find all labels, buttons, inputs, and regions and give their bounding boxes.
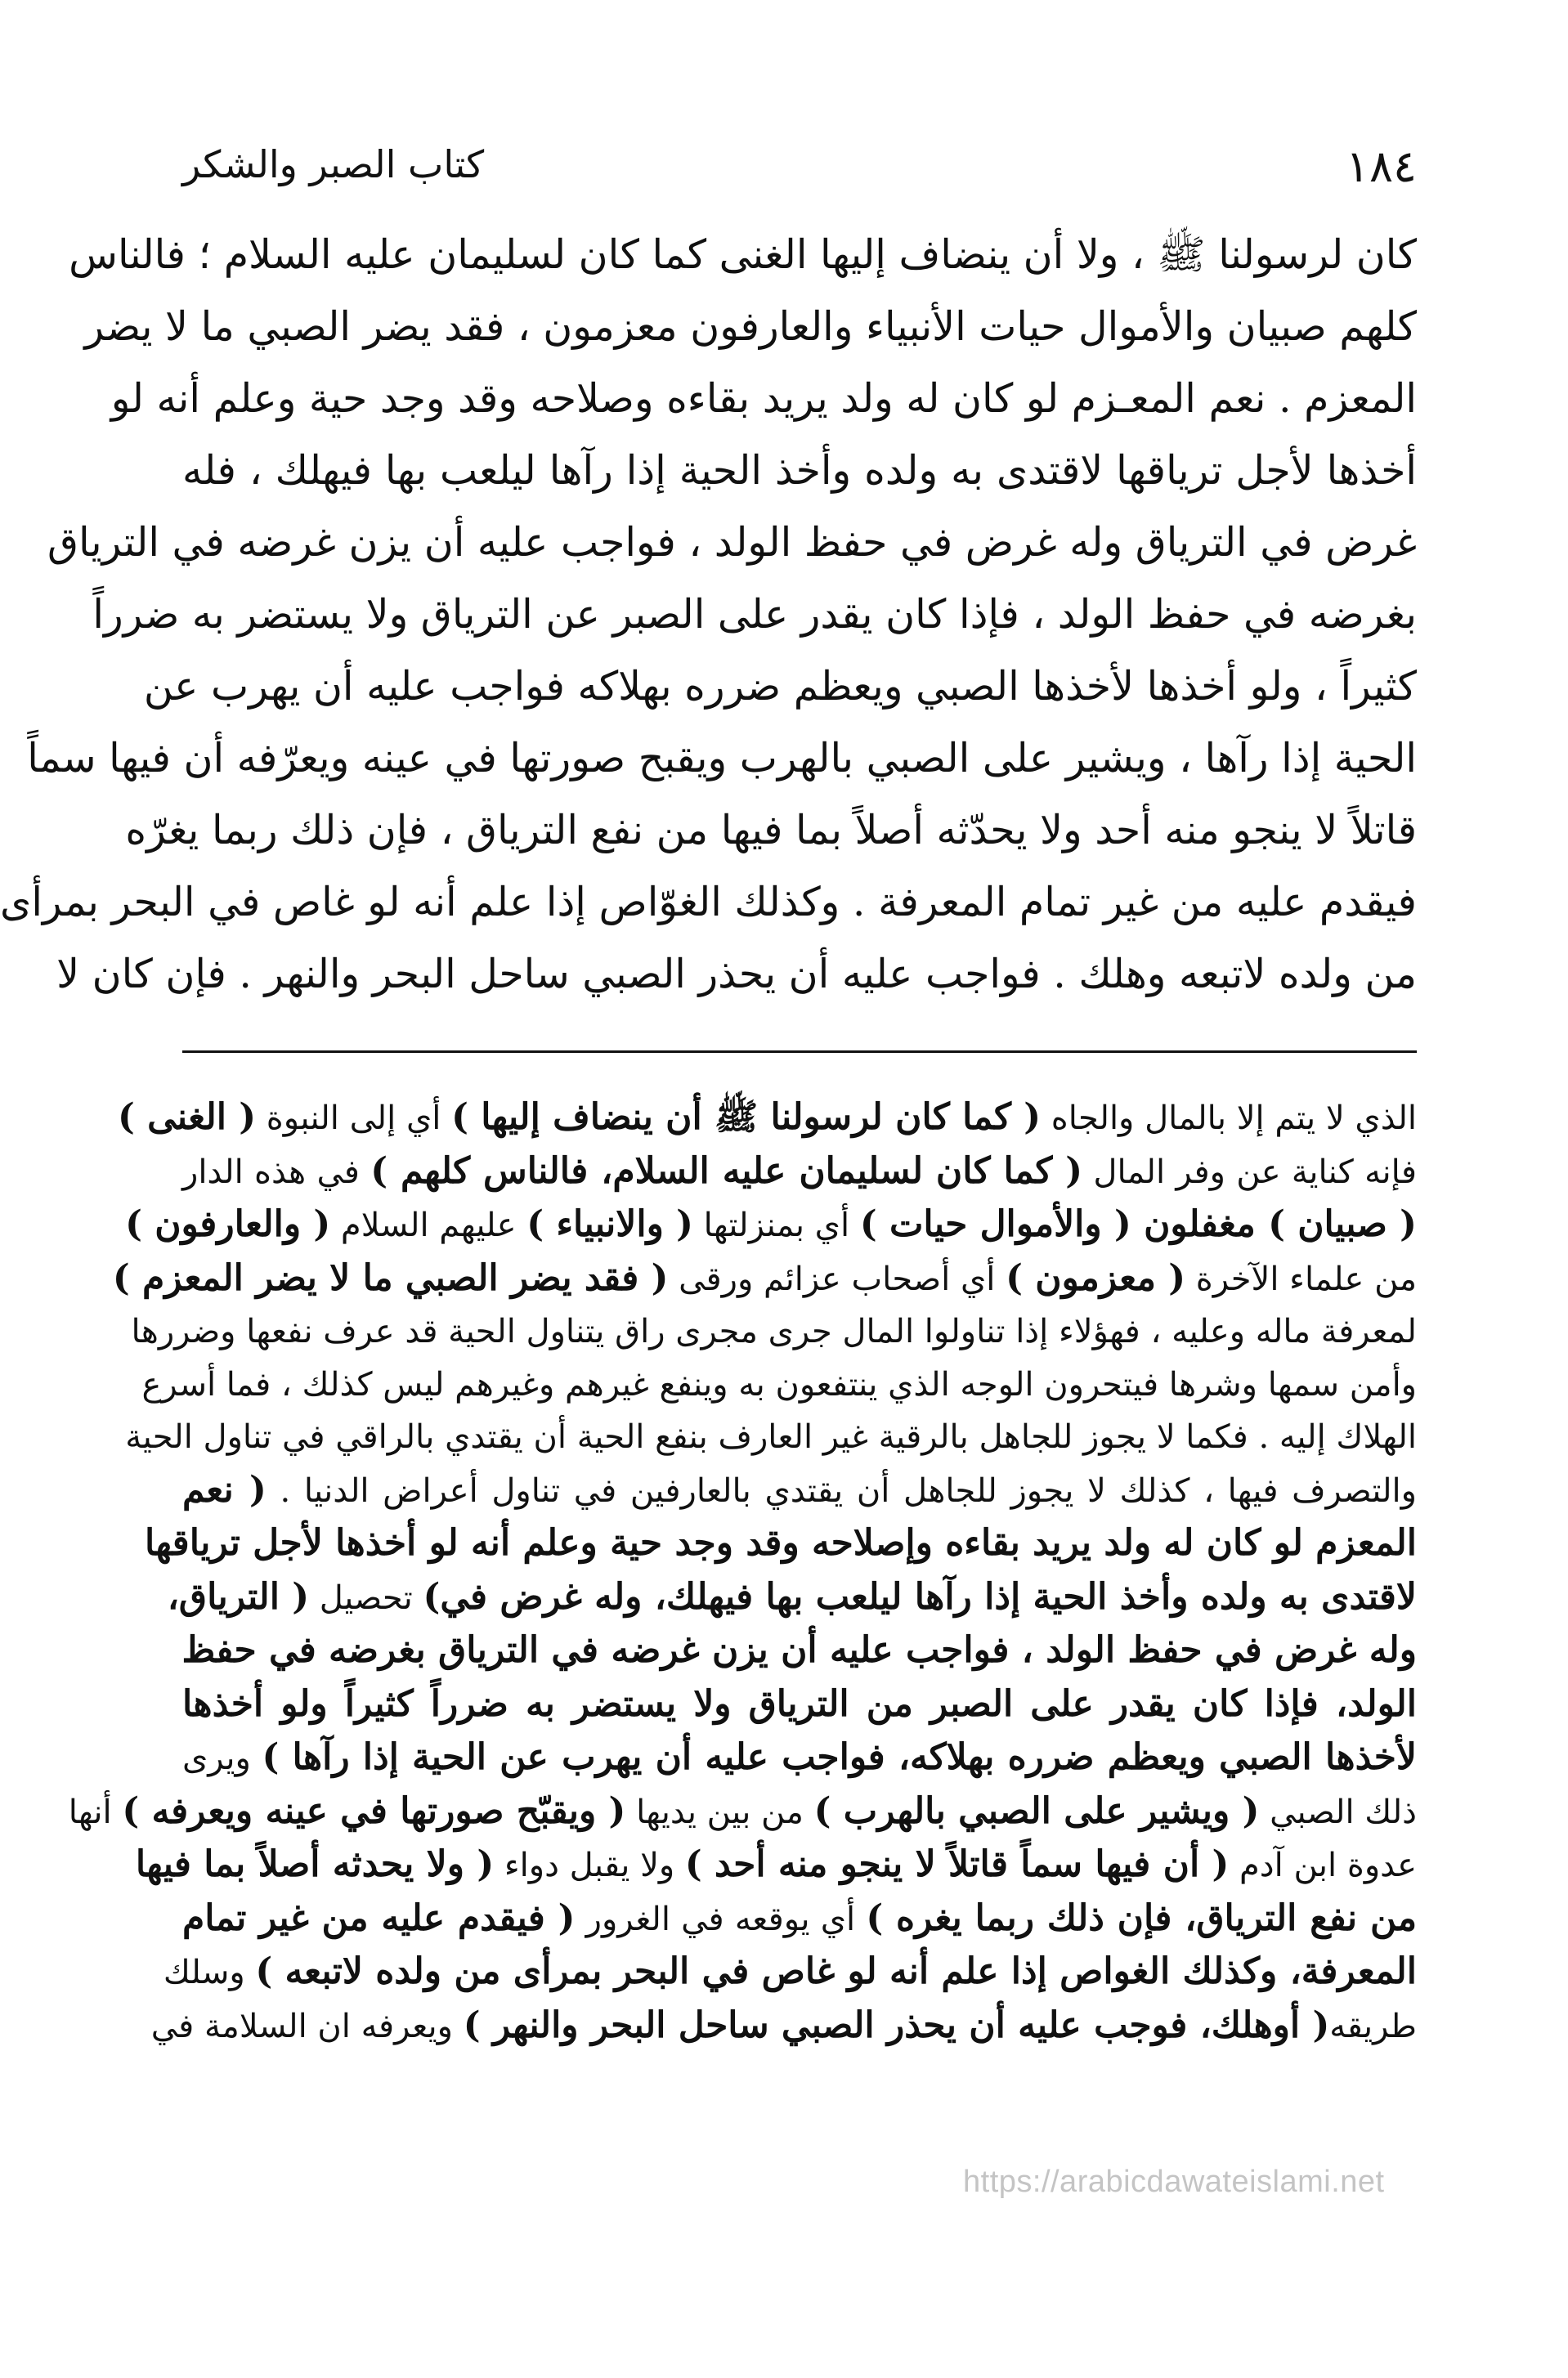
- commentary-line: [167, 1571, 1417, 1625]
- main-text-line: من ولده لاتبعه وهلك . فواجب عليه أن يحذر الصبي ساحل البحر والنهر . فإن كان لا: [56, 951, 1417, 997]
- commentary-line: [182, 1678, 1417, 1732]
- quoted-text: ( كما كان لرسولنا ﷺ أن ينضاف إليها ): [451, 1096, 1042, 1138]
- commentary-text: من بين يديها: [625, 1793, 814, 1831]
- commentary-text: تحصيل: [309, 1579, 423, 1617]
- quoted-text: المعزم لو كان له ولد يريد بقاءه وإصلاحه وقد وجد حية وعلم أنه لو أخذها لأجل ترياقها: [144, 1522, 1417, 1564]
- commentary-text: الهلاك إليه . فكما لا يجوز للجاهل بالرقية غير العارف بنفع الحية أن يقتدي بالراقي في تناول الحية: [125, 1418, 1417, 1456]
- main-text: [0, 219, 1417, 1010]
- commentary-text: الذي لا يتم إلا بالمال والجاه: [1041, 1099, 1417, 1137]
- quoted-text: ( والانبياء ): [526, 1203, 693, 1245]
- commentary-text: وأمن سمها وشرها فيتحرون الوجه الذي ينتفعون به وينفع غيرهم وغيرهم ليس كذلك ، فما أسرع: [141, 1365, 1417, 1404]
- quoted-text: ( فيقدم عليه من غير تمام: [182, 1897, 576, 1939]
- commentary-text: أي بمنزلتها: [692, 1207, 860, 1244]
- commentary-line: [182, 1892, 1417, 1946]
- commentary-line: [118, 1091, 1417, 1145]
- commentary-line: [182, 1464, 1417, 1518]
- main-text-line: غرض في الترياق وله غرض في حفظ الولد ، فواجب عليه أن يزن غرضه في الترياق: [47, 519, 1417, 566]
- quoted-text: الولد، فإذا كان يقدر على الصبر من الترياق ولا يستضر به ضرراً كثيراً ولو أخذها: [182, 1682, 1417, 1725]
- quoted-text: ( الغنى ): [118, 1096, 257, 1138]
- commentary-line: [135, 1838, 1417, 1892]
- watermark-url: https://arabicdawateislami.net: [963, 2165, 1385, 2199]
- commentary-text: عدوة ابن آدم: [1229, 1847, 1417, 1884]
- main-text-line: فيقدم عليه من غير تمام المعرفة . وكذلك الغوّاص إذا علم أنه لو غاص في البحر بمرأى: [0, 879, 1417, 925]
- commentary-line: [150, 2000, 1417, 2053]
- commentary-line: [163, 1946, 1417, 2000]
- commentary-text: ذلك الصبي: [1259, 1793, 1417, 1831]
- commentary-line: [144, 1517, 1417, 1571]
- main-text-line: كلهم صبيان والأموال حيات الأنبياء والعارفون معزمون ، فقد يضر الصبي ما لا يضر: [84, 303, 1417, 350]
- main-text-line: المعزم . نعم المعـزم لو كان له ولد يريد بقاءه وصلاحه وقد وجد حية وعلم أنه لو: [110, 375, 1417, 422]
- quoted-text: ( والعارفون ): [125, 1203, 331, 1245]
- commentary-text: والتصرف فيها ، كذلك لا يجوز للجاهل أن يقتدي بالعارفين في تناول أعراض الدنيا .: [266, 1471, 1417, 1510]
- commentary-text: أي إلى النبوة: [256, 1099, 452, 1137]
- main-text-line: بغرضه في حفظ الولد ، فإذا كان يقدر على الصبر عن الترياق ولا يستضر به ضرراً: [92, 591, 1417, 638]
- quoted-text: ( ويشير على الصبي بالهرب ): [813, 1789, 1260, 1832]
- commentary-text: ويعرفه ان السلامة في: [150, 2007, 464, 2045]
- commentary-line: [182, 1145, 1417, 1199]
- commentary-text: أنها: [68, 1793, 123, 1831]
- commentary-text: أي أصحاب عزائم ورقى: [668, 1260, 1006, 1298]
- quoted-text: ( معزمون ): [1006, 1256, 1186, 1299]
- commentary-line: [125, 1198, 1417, 1252]
- commentary-notes: [68, 1091, 1418, 2053]
- running-title: كتاب الصبر والشكر: [182, 142, 485, 186]
- main-text-line: الحية إذا رآها ، ويشير على الصبي بالهرب ويقبح صورتها في عينه ويعرّفه أن فيها سماً: [27, 735, 1417, 781]
- quoted-text: ( ويقبّح صورتها في عينه ويعرفه ): [122, 1789, 626, 1832]
- main-text-line: قاتلاً لا ينجو منه أحد ولا يحدّثه أصلاً بما فيها من نفع الترياق ، فإن ذلك ربما يغرّه: [125, 807, 1417, 853]
- quoted-text: لأخذها الصبي ويعظم ضرره بهلاكه، فواجب عليه أن يهرب عن الحية إذا رآها ): [262, 1736, 1417, 1778]
- main-text-line: كثيراً ، ولو أخذها لأخذها الصبي ويعظم ضرره بهلاكه فواجب عليه أن يهرب عن: [143, 663, 1417, 710]
- footnote-divider: [182, 1050, 1417, 1053]
- page-header: [182, 123, 1417, 196]
- commentary-line: [125, 1411, 1417, 1464]
- quoted-text: ( ولا يحدثه أصلاً بما فيها: [135, 1843, 495, 1885]
- quoted-text: ( كما كان لسليمان عليه السلام، فالناس كلهم ): [370, 1149, 1083, 1192]
- commentary-line: [141, 1359, 1417, 1412]
- commentary-text: عليهم السلام: [330, 1207, 527, 1244]
- quoted-text: ( نعم: [182, 1468, 267, 1511]
- commentary-text: أي يوقعه في الغرور: [575, 1900, 867, 1938]
- commentary-line: [68, 1785, 1417, 1839]
- commentary-text: لمعرفة ماله وعليه ، فهؤلاء إذا تناولوا المال جرى مجرى راق يتناول الحية قد عرف نفعها وضررها: [131, 1313, 1417, 1350]
- commentary-text: طريقه: [1329, 2007, 1417, 2045]
- commentary-line: [112, 1252, 1417, 1306]
- quoted-text: ( فقد يضر الصبي ما لا يضر المعزم ): [112, 1256, 669, 1299]
- quoted-text: من نفع الترياق، فإن ذلك ربما يغره ): [866, 1897, 1418, 1939]
- quoted-text: ( أن فيها سماً قاتلاً لا ينجو منه أحد ): [684, 1843, 1230, 1885]
- quoted-text: ( أوهلك، فوجب عليه أن يحذر الصبي ساحل البحر والنهر ): [463, 2004, 1330, 2046]
- main-text-line: أخذها لأجل ترياقها لاقتدى به ولده وأخذ الحية إذا رآها ليلعب بها فيهلك ، فله: [182, 447, 1417, 494]
- quoted-text: المعرفة، وكذلك الغواص إذا علم أنه لو غاص في البحر بمرأى من ولده لاتبعه ): [255, 1950, 1417, 1992]
- commentary-line: [182, 1624, 1417, 1678]
- commentary-line: [131, 1305, 1417, 1359]
- commentary-text: فإنه كناية عن وفر المال: [1082, 1153, 1417, 1191]
- quoted-text: ( الترياق،: [167, 1575, 310, 1618]
- commentary-text: ويرى: [182, 1740, 262, 1777]
- quoted-text: وله غرض في حفظ الولد ، فواجب عليه أن يزن غرضه في الترياق بغرضه في حفظ: [181, 1629, 1417, 1671]
- quoted-text: لاقتدى به ولده وأخذ الحية إذا رآها ليلعب بها فيهلك، وله غرض في): [423, 1575, 1417, 1618]
- commentary-text: ولا يقبل دواء: [494, 1847, 685, 1884]
- main-text-line: كان لرسولنا ﷺ ، ولا أن ينضاف إليها الغنى كما كان لسليمان عليه السلام ؛ فالناس: [69, 231, 1417, 278]
- commentary-line: [182, 1731, 1417, 1785]
- quoted-text: ( صبيان ) مغفلون ( والأموال حيات ): [859, 1203, 1417, 1245]
- page-number: ١٨٤: [1345, 141, 1417, 192]
- commentary-text: في هذه الدار: [182, 1153, 371, 1191]
- commentary-text: وسلك: [163, 1954, 256, 1991]
- commentary-text: من علماء الآخرة: [1185, 1260, 1417, 1298]
